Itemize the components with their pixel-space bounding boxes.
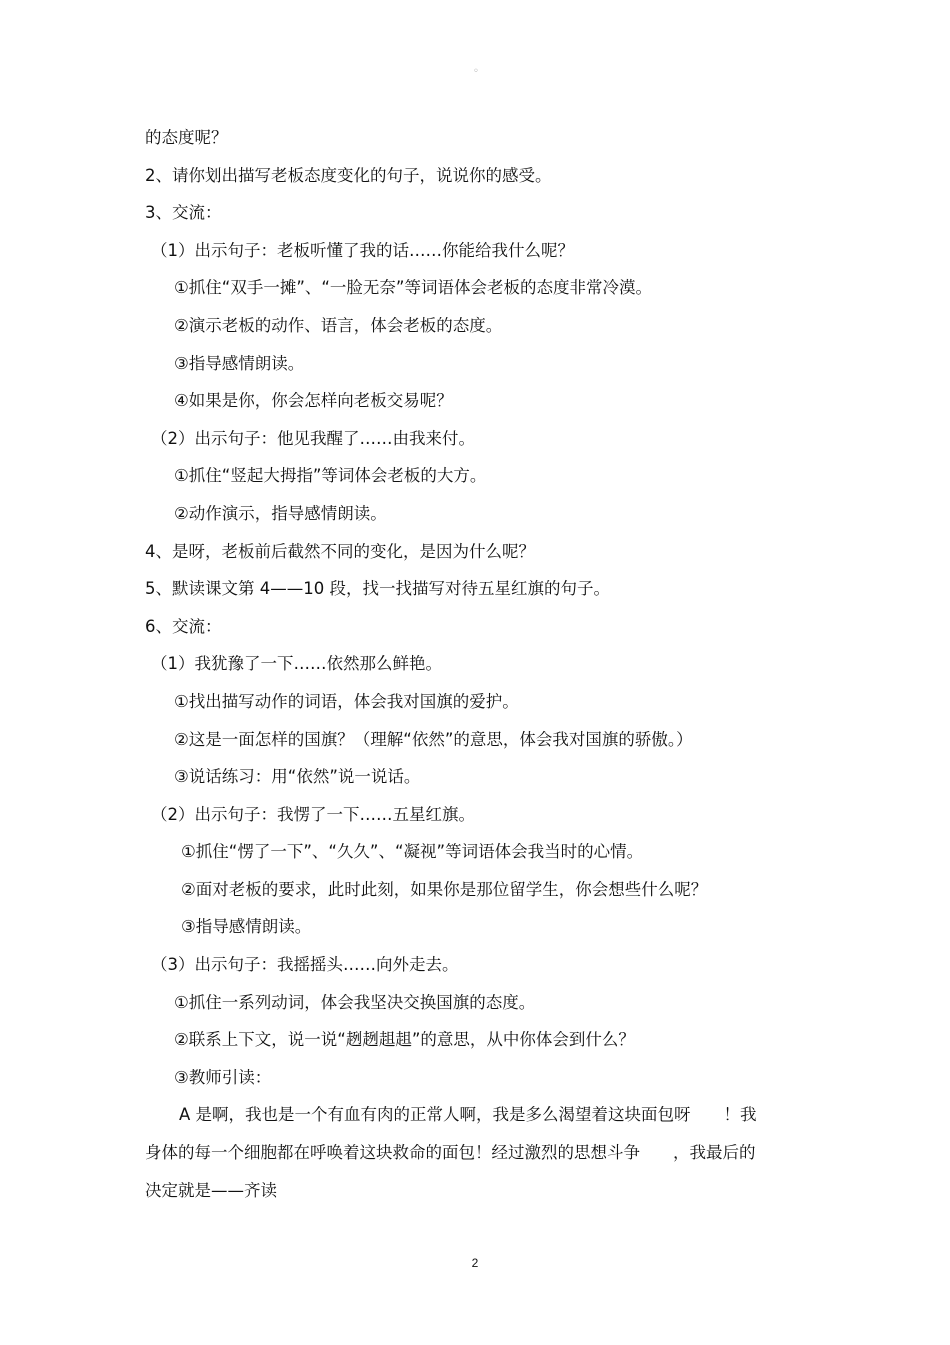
text-line: ①抓住“竖起大拇指”等词体会老板的大方。 bbox=[174, 466, 487, 486]
paragraph-line: 决定就是——齐读 bbox=[145, 1180, 277, 1200]
paragraph-line: A 是啊，我也是一个有血有肉的正常人啊，我是多么渴望着这块面包呀 ！我 bbox=[179, 1105, 757, 1125]
text-line: 5、默读课文第 4——10 段，找一找描写对待五星红旗的句子。 bbox=[145, 579, 610, 599]
document-body bbox=[145, 119, 825, 1209]
text-line: （3）出示句子：我摇摇头……向外走去。 bbox=[151, 955, 459, 975]
text-line: ④如果是你，你会怎样向老板交易呢？ bbox=[174, 391, 453, 411]
text-line: 3、交流： bbox=[145, 203, 222, 223]
text-line: ②动作演示，指导感情朗读。 bbox=[174, 503, 387, 523]
text-line: （1）我犹豫了一下……依然那么鲜艳。 bbox=[151, 654, 442, 674]
text-line: ③指导感情朗读。 bbox=[174, 353, 305, 373]
text-line: ②面对老板的要求，此时此刻，如果你是那位留学生，你会想些什么呢？ bbox=[181, 879, 708, 899]
text-line: ①抓住“愣了一下”、“久久”、“凝视”等词语体会我当时的心情。 bbox=[181, 842, 644, 862]
text-line: 2、请你划出描写老板态度变化的句子，说说你的感受。 bbox=[145, 165, 552, 185]
text-line: 的态度呢？ bbox=[145, 128, 228, 147]
text-line: ②联系上下文，说一说“趔趔趄趄”的意思，从中你体会到什么？ bbox=[174, 1030, 635, 1050]
text-line: 6、交流： bbox=[145, 616, 222, 636]
text-line: 4、是呀，老板前后截然不同的变化，是因为什么呢？ bbox=[145, 541, 535, 561]
text-line: ③指导感情朗读。 bbox=[181, 917, 312, 937]
text-line: （2）出示句子：他见我醒了……由我来付。 bbox=[151, 428, 475, 448]
text-line: ①找出描写动作的词语，体会我对国旗的爱护。 bbox=[174, 691, 519, 711]
text-line: （1）出示句子：老板听懂了我的话……你能给我什么呢？ bbox=[151, 240, 574, 260]
body-paragraph bbox=[145, 1096, 825, 1209]
text-line: ②演示老板的动作、语言，体会老板的态度。 bbox=[174, 315, 503, 335]
text-line: ②这是一面怎样的国旗？（理解“依然”的意思，体会我对国旗的骄傲。） bbox=[174, 729, 693, 749]
text-line: ①抓住一系列动词，体会我坚决交换国旗的态度。 bbox=[174, 992, 536, 1012]
text-line: ③说话练习：用“依然”说一说话。 bbox=[174, 767, 421, 787]
paragraph-line: 身体的每一个细胞都在呼唤着这块救命的面包！经过激烈的思想斗争 ，我最后的 bbox=[145, 1143, 756, 1163]
page-number: 2 bbox=[471, 1256, 479, 1270]
text-line: ③教师引读： bbox=[174, 1067, 272, 1087]
header-mark: ◦ bbox=[473, 66, 479, 77]
text-line: ①抓住“双手一摊”、“一脸无奈”等词语体会老板的态度非常冷漠。 bbox=[174, 278, 652, 298]
text-line: （2）出示句子：我愣了一下……五星红旗。 bbox=[151, 804, 475, 824]
